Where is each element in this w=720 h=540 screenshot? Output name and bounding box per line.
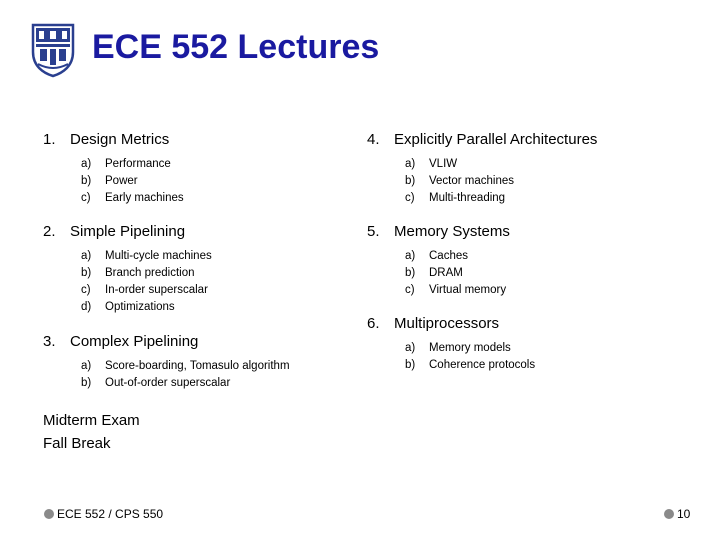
subitem-list xyxy=(43,358,290,392)
list-item: b) DRAM xyxy=(405,267,463,279)
subitem-list xyxy=(43,156,184,207)
list-item: b) Out-of-order superscalar xyxy=(81,377,231,389)
list-item: a) Score-boarding, Tomasulo algorithm xyxy=(81,360,290,372)
list-item: a) Caches xyxy=(405,250,468,262)
list-item: c) Early machines xyxy=(81,192,184,204)
list-item: a) Memory models xyxy=(405,342,511,354)
section-heading: Complex Pipelining xyxy=(70,333,199,350)
section-heading: Memory Systems xyxy=(394,223,510,240)
midterm-exam-line: Midterm Exam xyxy=(43,412,140,429)
section-explicitly-parallel xyxy=(367,130,597,207)
subitem-list xyxy=(367,340,536,374)
subitem-list xyxy=(43,248,212,316)
list-item: a) Multi-cycle machines xyxy=(81,250,212,262)
section-complex-pipelining xyxy=(43,332,290,392)
university-shield-logo xyxy=(30,22,76,78)
section-simple-pipelining xyxy=(43,222,212,316)
section-number: 2. xyxy=(43,223,56,240)
section-design-metrics xyxy=(43,130,184,207)
list-item: c) Multi-threading xyxy=(405,192,506,204)
section-heading: Simple Pipelining xyxy=(70,223,186,240)
footer-course xyxy=(44,507,163,521)
list-item: c) Virtual memory xyxy=(405,284,507,296)
list-item: b) Vector machines xyxy=(405,175,515,187)
section-number: 6. xyxy=(367,315,380,332)
section-multiprocessors xyxy=(367,314,536,374)
page-title: ECE 552 Lectures xyxy=(92,28,380,66)
bullet-icon xyxy=(44,509,54,519)
fall-break-line: Fall Break xyxy=(43,435,111,452)
list-item: b) Coherence protocols xyxy=(405,359,536,371)
subitem-list xyxy=(367,248,510,299)
subitem-list xyxy=(367,156,597,207)
section-number: 4. xyxy=(367,131,380,148)
section-heading: Explicitly Parallel Architectures xyxy=(394,131,598,148)
section-heading: Multiprocessors xyxy=(394,315,500,332)
bullet-icon xyxy=(664,509,674,519)
list-item: b) Power xyxy=(81,175,138,187)
list-item: d) Optimizations xyxy=(81,301,175,313)
section-number: 1. xyxy=(43,131,56,148)
list-item: c) In-order superscalar xyxy=(81,284,208,296)
footer-page-number xyxy=(664,507,690,521)
footer-course-label: ECE 552 / CPS 550 xyxy=(57,507,164,521)
section-number: 5. xyxy=(367,223,380,240)
section-heading: Design Metrics xyxy=(70,131,170,148)
list-item: b) Branch prediction xyxy=(81,267,195,279)
section-memory-systems xyxy=(367,222,510,299)
page-number: 10 xyxy=(677,507,691,521)
list-item: a) VLIW xyxy=(405,158,458,170)
section-number: 3. xyxy=(43,333,56,350)
list-item: a) Performance xyxy=(81,158,171,170)
